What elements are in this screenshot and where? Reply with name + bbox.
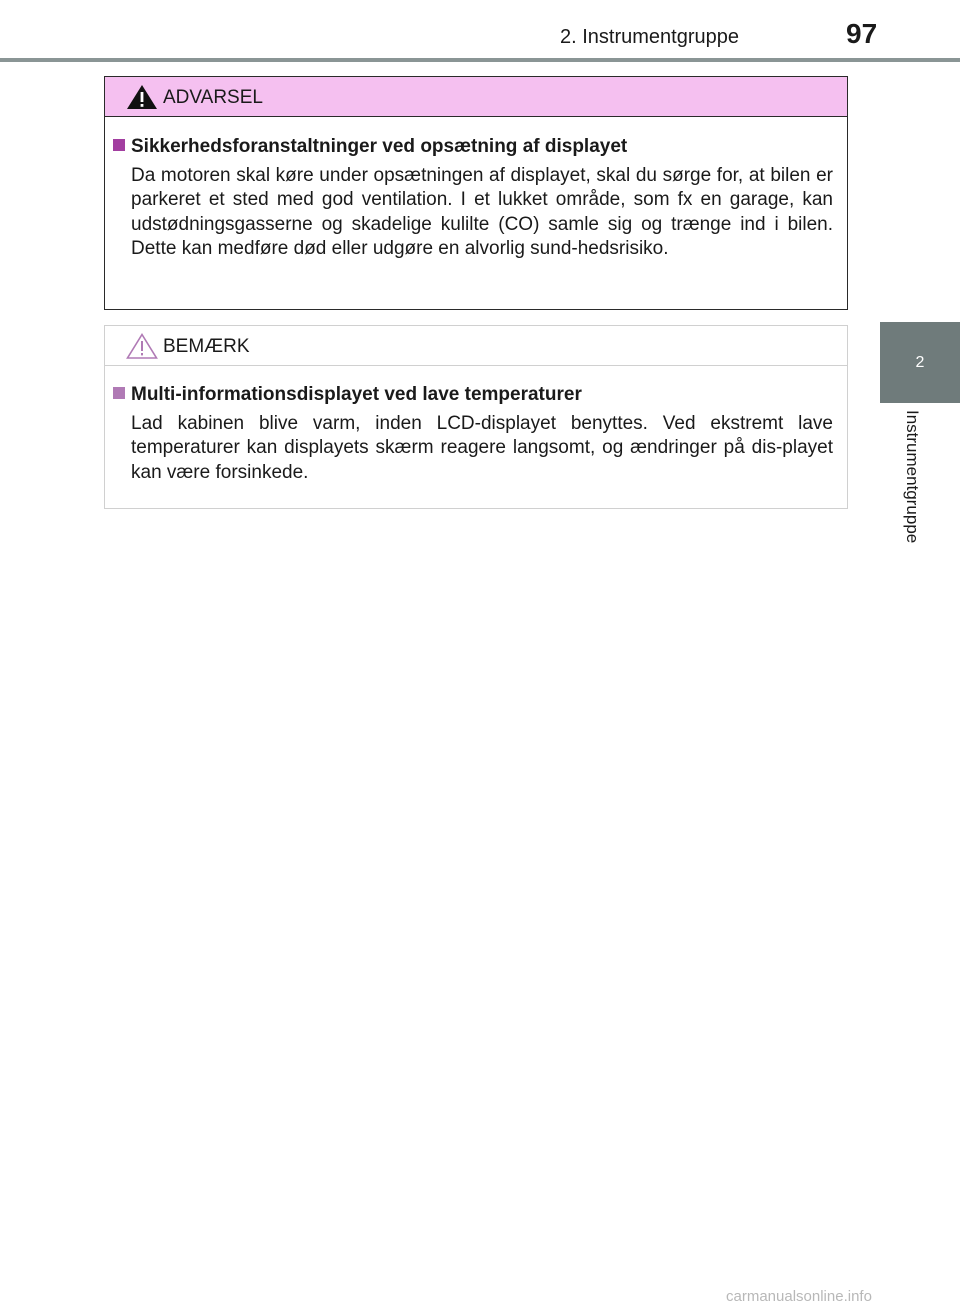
- notice-triangle-outline-icon: [125, 332, 159, 360]
- warning-triangle-icon: [125, 83, 159, 111]
- chapter-tab[interactable]: [880, 322, 960, 403]
- chapter-tab-number: 2: [915, 353, 925, 371]
- warning-section-body: Da motoren skal køre under opsætningen af displayet, skal du sørge for, at bilen er parkeret et sted med god ventilation. I et lukket område, som fx en garage, kan udstødningsgasserne og skadelige kulilte (CO) samle sig og trænge ind i bilen. Dette kan medføre død eller udgøre en alvorlig sund-hedsrisiko.: [131, 165, 833, 260]
- warning-box-header: [105, 77, 847, 117]
- warning-box: [104, 76, 848, 310]
- notice-label: BEMÆRK: [163, 336, 250, 357]
- notice-box-header: [105, 326, 847, 366]
- header-rule: [0, 58, 960, 62]
- warning-label: ADVARSEL: [163, 87, 263, 108]
- warning-section-title: Sikkerhedsforanstaltninger ved opsætning af displayet: [113, 136, 627, 158]
- section-bullet-icon: [113, 387, 125, 399]
- notice-box: [104, 325, 848, 509]
- section-bullet-icon: [113, 139, 125, 151]
- page-number: 97: [846, 18, 878, 49]
- chapter-title: 2. Instrumentgruppe: [560, 26, 739, 48]
- chapter-tab-label: Instrumentgruppe: [903, 410, 922, 544]
- notice-section-title: Multi-informationsdisplayet ved lave temperaturer: [113, 384, 582, 406]
- watermark: carmanualsonline.info: [726, 1288, 872, 1305]
- notice-section-body: Lad kabinen blive varm, inden LCD-displayet benyttes. Ved ekstremt lave temperaturer kan displayets skærm reagere langsomt, og ændringer på dis-playet kan være forsinkede.: [131, 413, 833, 483]
